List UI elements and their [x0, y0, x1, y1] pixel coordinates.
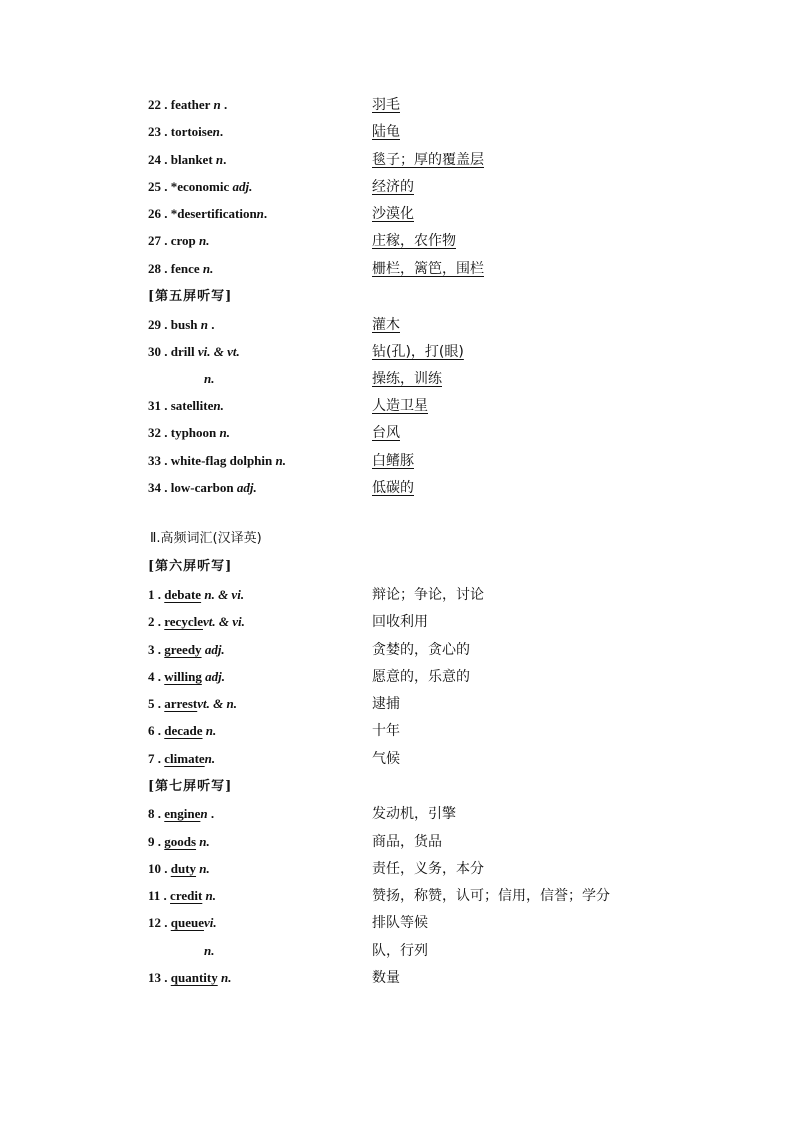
vocab-meaning: 陆龟: [372, 124, 400, 140]
vocab-row: [0, 884, 794, 908]
vocab-english: 4 . willing adj.: [148, 669, 225, 684]
item-number: 30: [148, 344, 161, 359]
vocab-meaning: 十年: [372, 723, 400, 739]
vocab-word: climate: [164, 751, 205, 766]
item-number: 1: [148, 587, 155, 602]
vocab-word: recycle: [164, 614, 203, 629]
part-of-speech: n.: [204, 371, 215, 386]
vocab-word: debate: [164, 587, 202, 602]
vocab-meaning: 责任，义务，本分: [372, 861, 484, 877]
vocab-english: [204, 939, 214, 963]
item-number: 29: [148, 317, 161, 332]
vocab-word: tortoise: [170, 124, 213, 139]
item-number: 5: [148, 696, 155, 711]
vocab-word: decade: [164, 723, 203, 738]
part-of-speech: adj.: [232, 179, 253, 194]
item-number: 8: [148, 806, 155, 821]
part-of-speech: n.: [219, 425, 231, 440]
item-number: 28: [148, 261, 161, 276]
section-title: Ⅱ.高频词汇(汉译英): [150, 531, 262, 546]
item-number: 26: [148, 206, 161, 221]
part-of-speech: n.: [220, 970, 232, 985]
part-of-speech: vt. & vi.: [202, 614, 245, 629]
vocab-row: [0, 476, 794, 500]
vocab-english: 7 . climaten.: [148, 751, 216, 766]
vocab-meaning: 沙漠化: [372, 206, 414, 222]
vocab-word: white-flag dolphin: [170, 453, 273, 468]
item-number: 33: [148, 453, 161, 468]
vocab-english: 12 . queuevi.: [148, 915, 217, 930]
vocab-english: 28 . fence n.: [148, 261, 214, 276]
vocab-english: 34 . low-carbon adj.: [148, 480, 257, 495]
vocab-row: [0, 665, 794, 689]
part-of-speech: n.: [213, 398, 224, 413]
vocab-row: [0, 857, 794, 881]
vocab-english: 9 . goods n.: [148, 834, 210, 849]
part-of-speech: vi. & vt.: [197, 344, 240, 359]
vocab-row: [0, 966, 794, 990]
vocab-meaning: 台风: [372, 425, 400, 441]
vocab-english: 32 . typhoon n.: [148, 425, 231, 440]
vocab-english: 11 . credit n.: [148, 888, 217, 903]
dictation-heading-row: [0, 775, 794, 799]
vocab-english: 25 . *economic adj.: [148, 179, 253, 194]
vocab-row: [0, 257, 794, 281]
vocab-word: feather: [170, 97, 211, 112]
vocab-english: 23 . tortoisen.: [148, 124, 224, 139]
vocab-english: [204, 367, 214, 391]
dictation-heading: [第六屏听写]: [148, 559, 233, 574]
vocab-meaning: 回收利用: [372, 614, 428, 630]
item-number: 12: [148, 915, 161, 930]
vocab-row: [0, 610, 794, 634]
vocab-word: fence: [170, 261, 200, 276]
vocab-row: [0, 367, 794, 391]
item-number: 13: [148, 970, 161, 985]
item-number: 34: [148, 480, 161, 495]
vocab-word: bush: [170, 317, 198, 332]
vocab-english: 27 . crop n.: [148, 233, 210, 248]
item-number: 25: [148, 179, 161, 194]
dictation-heading: [第七屏听写]: [148, 779, 233, 794]
vocab-meaning: 低碳的: [372, 480, 414, 496]
item-number: 4: [148, 669, 155, 684]
vocab-english: 3 . greedy adj.: [148, 642, 225, 657]
vocab-row: [0, 692, 794, 716]
dictation-heading-row: [0, 285, 794, 309]
vocab-word: *desertification: [170, 206, 257, 221]
vocab-word: crop: [170, 233, 196, 248]
item-number: 2: [148, 614, 155, 629]
part-of-speech: vi.: [203, 915, 217, 930]
vocab-meaning: 商品，货品: [372, 834, 442, 850]
vocab-word: goods: [164, 834, 197, 849]
part-of-speech: n: [213, 97, 221, 112]
vocab-row: [0, 340, 794, 364]
part-of-speech: adj.: [204, 642, 225, 657]
vocab-meaning: 操练，训练: [372, 371, 442, 387]
vocab-meaning: 排队等候: [372, 915, 428, 931]
vocab-english: 13 . quantity n.: [148, 970, 232, 985]
dictation-heading: [第五屏听写]: [148, 289, 233, 304]
part-of-speech: n: [200, 317, 208, 332]
vocab-row: [0, 202, 794, 226]
vocab-english: 31 . satelliten.: [148, 398, 224, 413]
part-of-speech: n.: [205, 888, 217, 903]
part-of-speech: n: [215, 152, 224, 167]
vocab-meaning: 羽毛: [372, 97, 400, 113]
vocab-row: [0, 719, 794, 743]
vocab-meaning: 白鳍豚: [372, 453, 414, 469]
part-of-speech: n: [256, 206, 264, 221]
part-of-speech: n.: [199, 233, 210, 248]
part-of-speech: n. & vi.: [204, 587, 245, 602]
vocab-row: [0, 830, 794, 854]
vocab-meaning: 钻(孔)，打(眼): [372, 344, 464, 360]
vocab-english: 8 . enginen .: [148, 806, 215, 821]
vocab-row: [0, 421, 794, 445]
vocab-english: 30 . drill vi. & vt.: [148, 344, 240, 359]
vocab-row: [0, 93, 794, 117]
vocab-meaning: 赞扬，称赞，认可；信用，信誉；学分: [372, 888, 610, 904]
vocab-row: [0, 175, 794, 199]
vocab-meaning: 贪婪的，贪心的: [372, 642, 470, 658]
vocab-word: willing: [164, 669, 202, 684]
dictation-heading-row: [0, 555, 794, 579]
vocab-row: [0, 802, 794, 826]
part-of-speech: n: [212, 124, 220, 139]
vocab-meaning: 灌木: [372, 317, 400, 333]
vocab-word: engine: [164, 806, 201, 821]
vocab-english: 1 . debate n. & vi.: [148, 587, 245, 602]
item-number: 7: [148, 751, 155, 766]
vocab-row: [0, 449, 794, 473]
item-number: 32: [148, 425, 161, 440]
vocab-word: greedy: [164, 642, 202, 657]
item-number: 31: [148, 398, 161, 413]
vocab-english: 2 . recyclevt. & vi.: [148, 614, 245, 629]
vocab-word: duty: [170, 861, 197, 876]
part-of-speech: n.: [202, 261, 214, 276]
part-of-speech: n.: [199, 834, 210, 849]
part-of-speech: n.: [205, 723, 217, 738]
vocab-meaning: 愿意的，乐意的: [372, 669, 470, 685]
vocab-meaning: 队，行列: [372, 943, 428, 959]
vocab-english: 33 . white-flag dolphin n.: [148, 453, 286, 468]
vocab-word: low-carbon: [170, 480, 234, 495]
item-number: 22: [148, 97, 161, 112]
vocab-meaning: 栅栏，篱笆，围栏: [372, 261, 484, 277]
item-number: 9: [148, 834, 155, 849]
section-title-row: [0, 527, 794, 551]
vocab-word: quantity: [170, 970, 218, 985]
part-of-speech: n: [200, 806, 208, 821]
part-of-speech: n.: [204, 751, 216, 766]
vocab-row: [0, 583, 794, 607]
vocab-row: [0, 939, 794, 963]
item-number: 23: [148, 124, 161, 139]
vocab-row: [0, 120, 794, 144]
vocab-word: *economic: [170, 179, 230, 194]
vocab-row: [0, 638, 794, 662]
vocab-meaning: 经济的: [372, 179, 414, 195]
vocab-word: blanket: [170, 152, 213, 167]
vocab-word: queue: [170, 915, 204, 930]
vocab-english: 24 . blanket n.: [148, 152, 227, 167]
vocab-english: 6 . decade n.: [148, 723, 217, 738]
part-of-speech: n.: [204, 943, 215, 958]
vocab-english: 22 . feather n .: [148, 97, 228, 112]
vocab-meaning: 逮捕: [372, 696, 400, 712]
part-of-speech: n.: [275, 453, 286, 468]
vocab-row: [0, 313, 794, 337]
vocab-row: [0, 394, 794, 418]
part-of-speech: n.: [199, 861, 210, 876]
part-of-speech: adj.: [205, 669, 225, 684]
item-number: 24: [148, 152, 161, 167]
vocab-meaning: 数量: [372, 970, 400, 986]
vocab-word: satellite: [170, 398, 214, 413]
vocab-meaning: 气候: [372, 751, 400, 767]
vocab-word: typhoon: [170, 425, 217, 440]
vocab-english: 10 . duty n.: [148, 861, 210, 876]
vocab-row: [0, 148, 794, 172]
vocab-meaning: 庄稼，农作物: [372, 233, 456, 249]
vocab-meaning: 辩论；争论，讨论: [372, 587, 484, 603]
vocab-meaning: 人造卫星: [372, 398, 428, 414]
vocab-english: 5 . arrestvt. & n.: [148, 696, 237, 711]
vocab-english: 29 . bush n .: [148, 317, 215, 332]
vocab-meaning: 毯子；厚的覆盖层: [372, 152, 484, 168]
vocab-row: [0, 229, 794, 253]
item-number: 11: [148, 888, 161, 903]
item-number: 27: [148, 233, 161, 248]
item-number: 10: [148, 861, 161, 876]
vocab-english: 26 . *desertificationn.: [148, 206, 268, 221]
vocab-word: credit: [170, 888, 203, 903]
vocab-word: arrest: [164, 696, 198, 711]
part-of-speech: vt. & n.: [197, 696, 237, 711]
vocab-meaning: 发动机，引擎: [372, 806, 456, 822]
part-of-speech: adj.: [236, 480, 257, 495]
vocab-word: drill: [170, 344, 195, 359]
item-number: 3: [148, 642, 155, 657]
vocab-row: [0, 747, 794, 771]
vocab-row: [0, 911, 794, 935]
item-number: 6: [148, 723, 155, 738]
